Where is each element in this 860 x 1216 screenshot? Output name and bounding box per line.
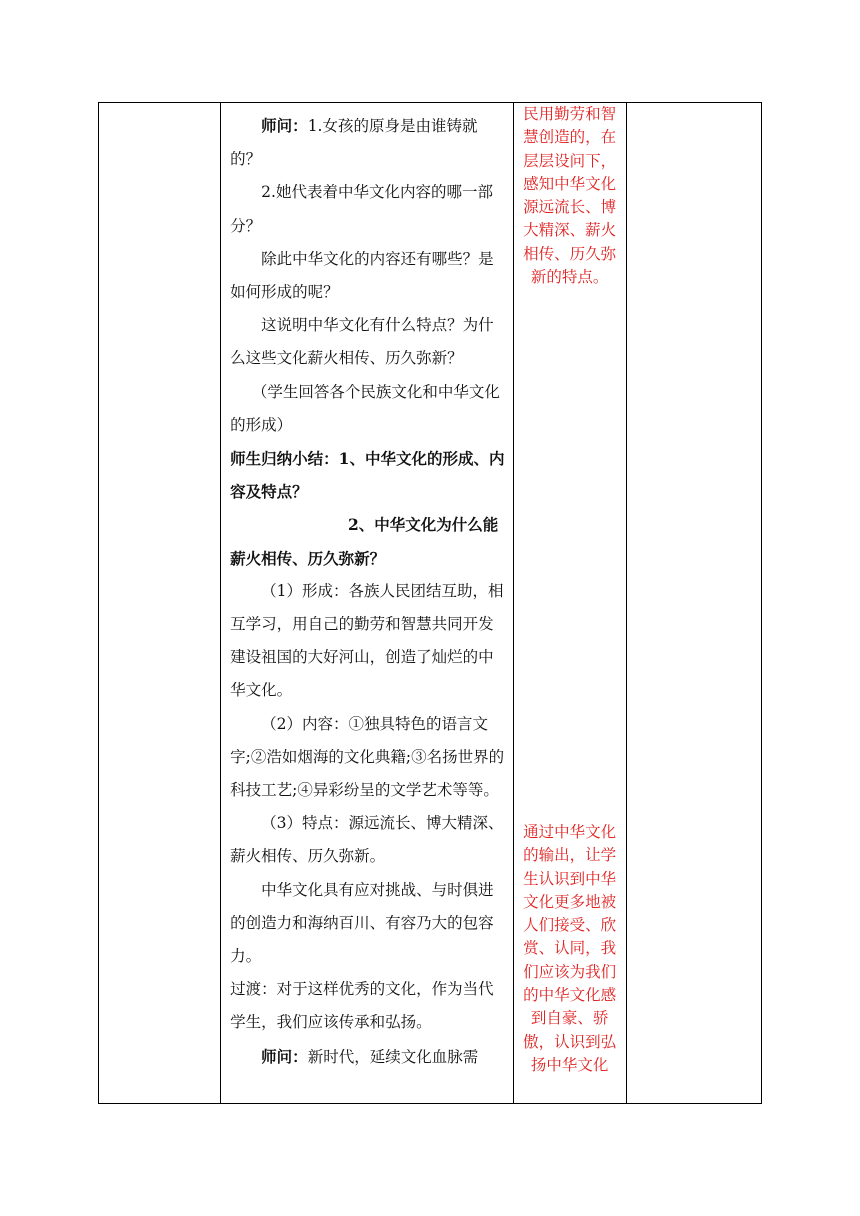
summary-point-2: 2、中华文化为什么能薪火相传、历久弥新？ (230, 515, 499, 568)
design-note-bottom: 通过中华文化的输出，让学生认识到中华文化更多地被人们接受、欣赏、认同，我们应该为我们的中华文化感到自豪、骄傲，认识到弘扬中华文化 (523, 823, 617, 1074)
question-4: 这说明中华文化有什么特点？为什么这些文化薪火相传、历久弥新？ (230, 316, 494, 368)
teacher-ask-label: 师问： (261, 1046, 308, 1066)
content-paragraph: （2）内容：①独具特色的语言文字;②浩如烟海的文化典籍;③名扬世界的科技工艺;④异彩纷呈的文学艺术等等。 (230, 714, 505, 800)
transition-paragraph: 过渡：对于这样优秀的文化，作为当代学生，我们应该传承和弘扬。 (230, 980, 494, 1032)
summary-heading: 师生归纳小结：1、中华文化的形成、内容及特点？ (230, 449, 505, 502)
column-design-intent (513, 103, 626, 1104)
column-blank-right (626, 103, 761, 1104)
student-answer-note: （学生回答各个民族文化和中华文化的形成） (230, 382, 500, 434)
question-2: 2.她代表着中华文化内容的哪一部分？ (230, 183, 493, 235)
features-paragraph: （3）特点：源远流长、博大精深、薪火相传、历久弥新。 (230, 814, 504, 866)
teacher-ask-label: 师问： (261, 116, 308, 135)
column-blank-left (99, 103, 221, 1104)
capacity-paragraph: 中华文化具有应对挑战、与时俱进的创造力和海纳百川、有容乃大的包容力。 (230, 880, 494, 966)
formation-paragraph: （1）形成：各族人民团结互助，相互学习，用自己的勤劳和智慧共同开发建设祖国的大好河山，创造了灿烂的中华文化。 (230, 581, 504, 700)
column-teaching-process (221, 103, 513, 1104)
question-new-era: 师问：新时代，延续文化血脉需 (261, 1046, 479, 1066)
design-note-top: 民用勤劳和智慧创造的，在层层设问下，感知中华文化源远流长、博大精深、薪火相传、历久弥新的特点。 (523, 105, 617, 287)
question-3: 除此中华文化的内容还有哪些？是如何形成的呢？ (230, 249, 494, 302)
lesson-plan-table (98, 102, 762, 1104)
question-1: 师问：1.女孩的原身是由谁铸就的？ (230, 116, 478, 169)
